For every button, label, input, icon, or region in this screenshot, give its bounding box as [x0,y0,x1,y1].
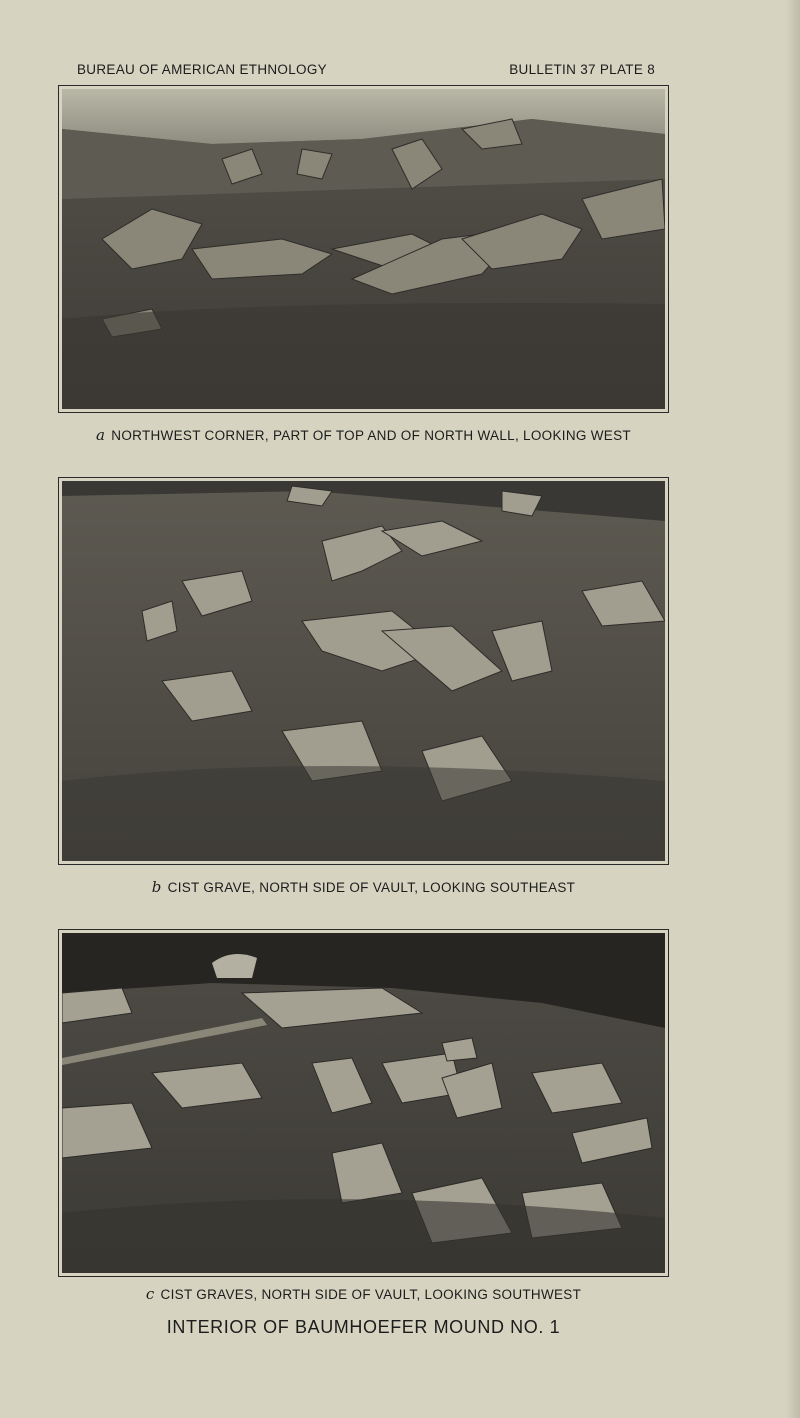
caption-c-text: CIST GRAVES, NORTH SIDE OF VAULT, LOOKING SOUTHWEST [160,1287,582,1302]
running-header [77,62,655,82]
caption-b [58,878,669,896]
caption-a [58,426,669,444]
caption-c [58,1285,669,1303]
photo-plate-c [58,929,669,1277]
photo-b-image [62,481,665,861]
caption-a-text: NORTHWEST CORNER, PART OF TOP AND OF NORTH WALL, LOOKING WEST [111,428,631,443]
caption-b-letter: b [151,878,162,896]
caption-c-letter: c [145,1285,155,1303]
header-bulletin-plate: BULLETIN 37 PLATE 8 [509,62,655,77]
photo-plate-b [58,477,669,865]
photo-a-image [62,89,665,409]
caption-b-text: CIST GRAVE, NORTH SIDE OF VAULT, LOOKING SOUTHEAST [167,880,576,895]
photo-c-image [62,933,665,1273]
page-edge-shadow [786,0,800,1418]
caption-a-letter: a [96,426,106,444]
header-publisher: BUREAU OF AMERICAN ETHNOLOGY [77,62,327,77]
photo-plate-a [58,85,669,413]
plate-title: INTERIOR OF BAUMHOEFER MOUND NO. 1 [166,1317,561,1337]
